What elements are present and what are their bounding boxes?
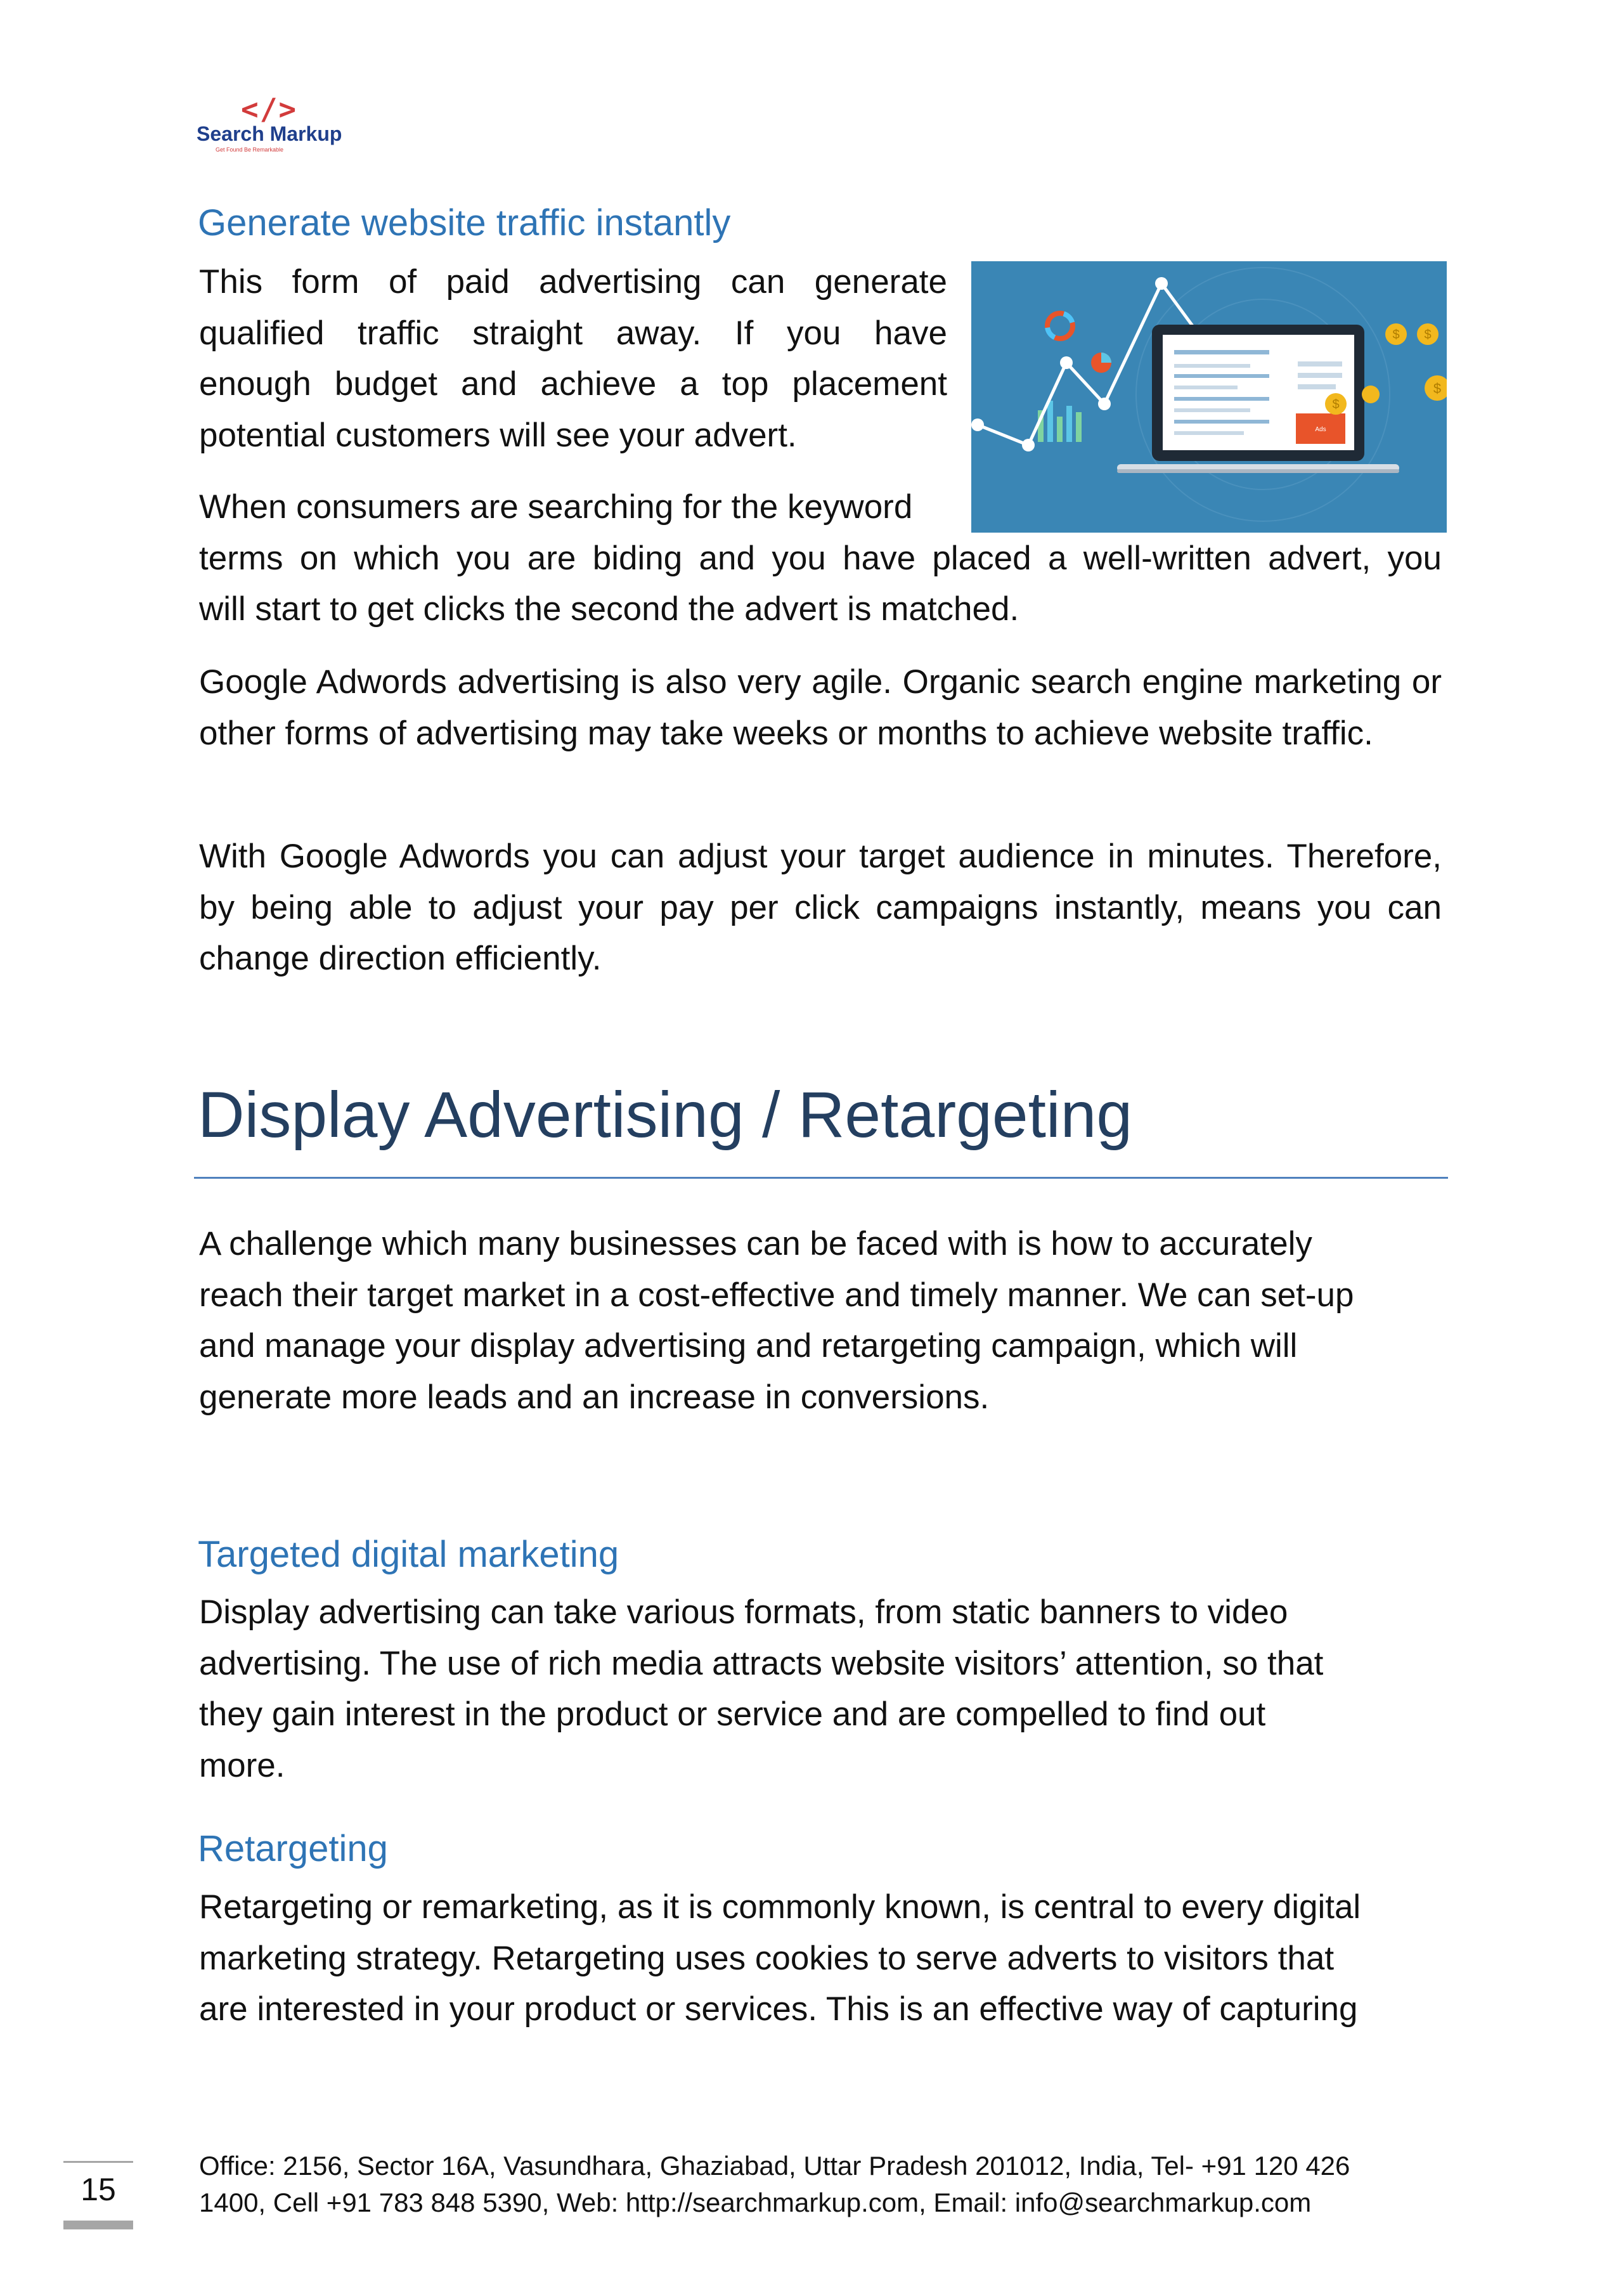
text-line: A challenge which many businesses can be faced with is how to accurately <box>199 1225 1312 1262</box>
paragraph-adwords-agile: Google Adwords advertising is also very agile. Organic search engine marketing or other forms of advertising may take weeks or months to achieve website traffic. <box>199 663 1442 752</box>
section-title-display-advertising: Display Advertising / Retargeting <box>198 1079 1133 1151</box>
svg-text:$: $ <box>1433 380 1442 396</box>
paragraph-display-formats <box>199 1587 1442 1791</box>
text-line: This form of paid advertising can generate <box>199 263 947 301</box>
text-line: qualified traffic straight away. If you have <box>199 314 947 352</box>
text-line: they gain interest in the product or service and are compelled to find out <box>199 1696 1266 1733</box>
footer-line: Office: 2156, Sector 16A, Vasundhara, Ghaziabad, Uttar Pradesh 201012, India, Tel- +91 120 426 <box>199 2151 1350 2181</box>
text-line: advertising. The use of rich media attracts website visitors’ attention, so that <box>199 1644 1324 1682</box>
footer-contact <box>199 2148 1350 2221</box>
logo-name: Search Markup <box>197 122 342 145</box>
text-line: are interested in your product or services. This is an effective way of capturing <box>199 1990 1358 2028</box>
text-line: When consumers are searching for the keyword <box>199 488 913 526</box>
svg-text:$: $ <box>1392 328 1400 342</box>
text-line: Display advertising can take various formats, from static banners to video <box>199 1593 1288 1631</box>
text-line: Retargeting or remarketing, as it is commonly known, is central to every digital <box>199 1888 1361 1926</box>
svg-text:$: $ <box>1424 328 1432 342</box>
paragraph-challenge <box>199 1219 1442 1423</box>
section-heading-retargeting: Retargeting <box>198 1828 388 1869</box>
footer-line: 1400, Cell +91 783 848 5390, Web: http://searchmarkup.com, Email: info@searchmarkup.com <box>199 2188 1312 2217</box>
paragraph-retargeting <box>199 1882 1442 2035</box>
section-heading-traffic: Generate website traffic instantly <box>198 202 731 243</box>
text-line: enough budget and achieve a top placement <box>199 365 947 403</box>
title-underline <box>194 1177 1448 1179</box>
text-line: potential customers will see your advert. <box>199 416 797 454</box>
ads-label: Ads <box>1315 426 1326 433</box>
svg-text:$: $ <box>1332 398 1340 412</box>
text-line: generate more leads and an increase in conversions. <box>199 1378 990 1416</box>
text-line: will start to get clicks the second the advert is matched. <box>199 590 1019 628</box>
page-number-bar <box>63 2221 133 2229</box>
paragraph-adjust-audience: With Google Adwords you can adjust your target audience in minutes. Therefore, by being able to adjust your pay per click campaigns instantly, means you can change direction efficiently. <box>199 838 1442 977</box>
logo-tagline: Get Found Be Remarkable <box>216 146 284 153</box>
text-line: and manage your display advertising and retargeting campaign, which will <box>199 1327 1298 1365</box>
text-line: marketing strategy. Retargeting uses cookies to serve adverts to visitors that <box>199 1939 1335 1977</box>
text-line: more. <box>199 1746 285 1784</box>
logo-code-icon: </> <box>241 92 298 126</box>
text-line: reach their target market in a cost-effective and timely manner. We can set-up <box>199 1276 1354 1314</box>
analytics-illustration-icon <box>971 261 1447 533</box>
paragraph-paid-advertising <box>199 257 947 461</box>
page-number: 15 <box>81 2172 116 2207</box>
text-line: terms on which you are biding and you have placed a well-written advert, you <box>199 539 1442 577</box>
page-number-rule <box>63 2161 133 2163</box>
ppc-analytics-illustration <box>971 261 1447 533</box>
section-heading-targeted: Targeted digital marketing <box>198 1534 619 1575</box>
company-logo <box>190 92 349 155</box>
